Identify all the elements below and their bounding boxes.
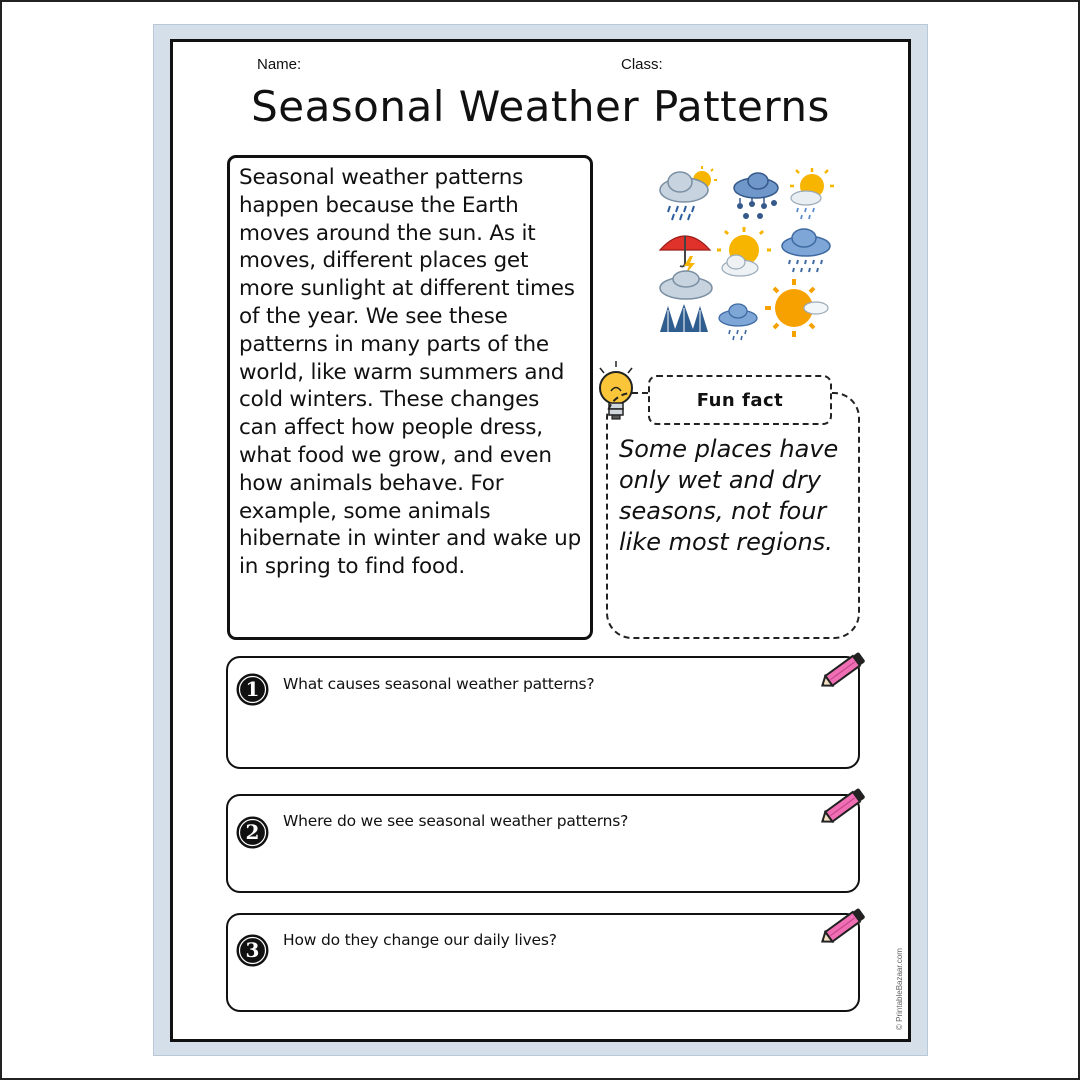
question-number-1-icon xyxy=(236,673,269,706)
large-sun-cloud-icon xyxy=(762,276,830,340)
question-text-2: Where do we see seasonal weather patterns? xyxy=(283,812,629,830)
cloud-snow-icon xyxy=(730,172,784,222)
answer-box-3[interactable] xyxy=(226,913,860,1012)
fun-fact-heading: Fun fact xyxy=(648,375,832,425)
name-label: Name: xyxy=(257,56,302,73)
question-number-3: 3 xyxy=(245,938,260,962)
sun-cloud-icon xyxy=(714,226,772,282)
copyright-text: © PrintableBazaar.com xyxy=(895,948,904,1030)
small-cloud-rain-icon xyxy=(716,302,760,342)
umbrella-lightning-icon xyxy=(656,228,714,276)
reading-passage-box xyxy=(227,155,593,640)
fun-fact-text: Some places have only wet and dry seasons, not four like most regions. xyxy=(619,435,839,556)
pencil-icon xyxy=(818,906,870,948)
reading-passage-text: Seasonal weather patterns happen because the Earth moves around the sun. As it moves, different places get more sunlight at different times of the year. We see these patterns in many parts of the world, like warm summers and cold winters. These changes can affect how people dress, what food we grow, and even how animals behave. For example, some animals hibernate in winter and wake up in spring to find food. xyxy=(239,165,582,580)
cloud-pine-trees-icon xyxy=(656,270,716,336)
answer-box-1[interactable] xyxy=(226,656,860,769)
page-title: Seasonal Weather Patterns xyxy=(251,82,830,131)
cloud-rain-icon xyxy=(778,226,834,276)
weather-illustrations xyxy=(650,158,835,348)
cloud-sun-rain-icon xyxy=(656,164,718,222)
sun-cloud-rain-icon xyxy=(788,168,836,222)
question-number-2-icon xyxy=(236,816,269,849)
pencil-icon xyxy=(818,786,870,828)
class-label: Class: xyxy=(621,56,663,73)
question-number-3-icon xyxy=(236,934,269,967)
question-text-3: How do they change our daily lives? xyxy=(283,931,557,949)
question-number-1: 1 xyxy=(245,677,260,701)
answer-box-2[interactable] xyxy=(226,794,860,893)
pencil-icon xyxy=(818,650,870,692)
question-text-1: What causes seasonal weather patterns? xyxy=(283,675,595,693)
question-number-2: 2 xyxy=(245,820,260,844)
